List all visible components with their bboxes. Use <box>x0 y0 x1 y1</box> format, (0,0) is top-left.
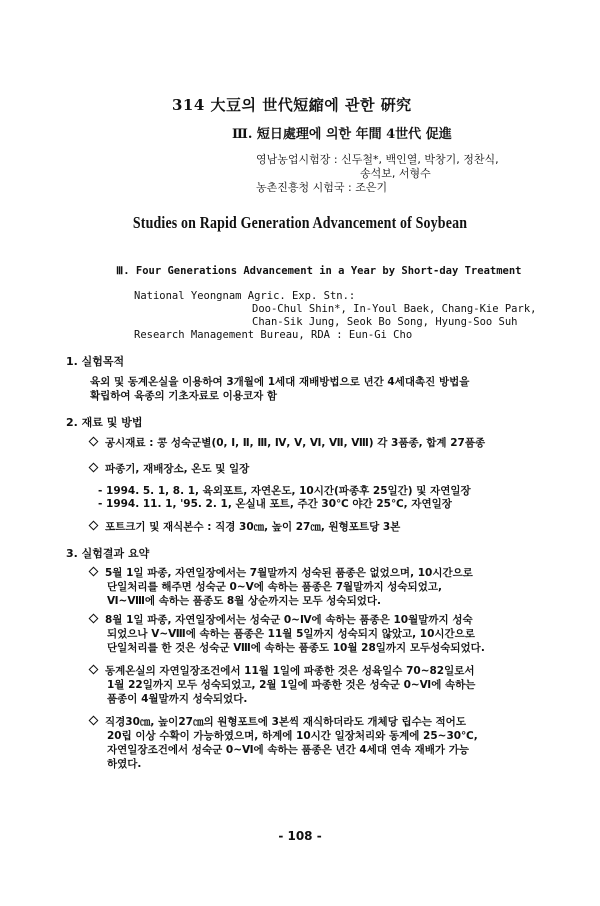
result-item <box>90 715 466 729</box>
result-line: 되었으나 Ⅴ~Ⅷ에 속하는 품종은 11월 5일까지 성숙되지 않았고, 10시간으로 <box>107 628 475 640</box>
bullet-item <box>90 436 485 450</box>
diamond-bullet-icon <box>89 716 99 726</box>
result-line: 8월 1일 파종, 자연일장에서는 성숙군 0~Ⅳ에 속하는 품종은 10월말까지 성숙 <box>105 614 473 626</box>
page-number: - 108 - <box>278 829 322 843</box>
result-line: 1월 22일까지 모두 성숙되었고, 2월 1일에 파종한 것은 성숙군 0~Ⅵ에 속하는 <box>107 679 476 691</box>
affiliation-line: 송석보, 서형수 <box>360 167 431 180</box>
english-author-line: Chan-Sik Jung, Seok Bo Song, Hyung-Soo Suh <box>252 316 518 328</box>
korean-subtitle: Ⅲ. 短日處理에 의한 年間 4世代 促進 <box>232 127 452 142</box>
result-item <box>90 613 473 627</box>
bullet-text: 공시재료 : 콩 성숙군별(0, Ⅰ, Ⅱ, Ⅲ, Ⅳ, Ⅴ, Ⅵ, Ⅶ, Ⅷ) 각 3품종, 합계 27품종 <box>105 437 486 449</box>
result-line: 단일처리를 해주면 성숙군 0~Ⅴ에 속하는 품종은 7월말까지 성숙되었고, <box>107 581 442 593</box>
affiliation-line: 농촌진흥청 시험국 : 조은기 <box>256 181 388 194</box>
result-line: 직경30㎝, 높이27㎝의 원형포트에 3본씩 재식하더라도 개체당 립수는 적어도 <box>105 716 466 728</box>
result-line: 단일처리를 한 것은 성숙군 Ⅷ에 속하는 품종도 10월 28일까지 모두성숙되었다. <box>107 642 485 654</box>
result-line: 자연일장조건에서 성숙군 0~Ⅵ에 속하는 품종은 년간 4세대 연속 재배가 가능 <box>107 744 469 756</box>
result-line: 20립 이상 수확이 가능하였으며, 하계에 10시간 일장처리와 동계에 25~30℃, <box>107 730 478 742</box>
english-author-line: National Yeongnam Agric. Exp. Stn.: <box>134 290 356 302</box>
schedule-line: - 1994. 11. 1, '95. 2. 1, 온실내 포트, 주간 30℃ 야간 25℃, 자연일장 <box>98 498 452 510</box>
english-subtitle: Ⅲ. Four Generations Advancement in a Year by Short-day Treatment <box>116 265 522 277</box>
paragraph-line: 확립하여 육종의 기초자료로 이용코자 함 <box>90 390 278 402</box>
section-heading: 2. 재료 및 방법 <box>66 416 143 429</box>
diamond-bullet-icon <box>89 614 99 624</box>
section-heading: 3. 실험결과 요약 <box>66 547 150 560</box>
english-author-line: Doo-Chul Shin*, In-Youl Baek, Chang-Kie Park, <box>252 303 537 315</box>
diamond-bullet-icon <box>89 567 99 577</box>
bullet-text: 파종기, 재배장소, 온도 및 일장 <box>105 463 250 475</box>
bullet-text: 포트크기 및 재식본수 : 직경 30㎝, 높이 27㎝, 원형포트당 3본 <box>105 521 401 533</box>
result-item <box>90 664 475 678</box>
bullet-item <box>90 520 400 534</box>
diamond-bullet-icon <box>89 437 99 447</box>
result-item <box>90 566 473 580</box>
diamond-bullet-icon <box>89 463 99 473</box>
diamond-bullet-icon <box>89 521 99 531</box>
paragraph-line: 육외 및 동계온실을 이용하여 3개월에 1세대 재배방법으로 년간 4세대촉진 방법을 <box>90 376 470 388</box>
diamond-bullet-icon <box>89 665 99 675</box>
english-title: Studies on Rapid Generation Advancement of Soybean <box>132 213 468 232</box>
result-line: 하였다. <box>107 758 142 770</box>
affiliation-line: 영남농업시험장 : 신두철*, 백인열, 박창기, 정찬식, <box>256 153 499 166</box>
result-line: 품종이 4월말까지 성숙되었다. <box>107 693 248 705</box>
korean-title: 314 大豆의 世代短縮에 관한 硏究 <box>172 96 412 114</box>
bullet-item <box>90 462 249 476</box>
result-line: 5월 1일 파종, 자연일장에서는 7월말까지 성숙된 품종은 없었으며, 10시간으로 <box>105 567 473 579</box>
section-heading: 1. 실험목적 <box>66 355 125 368</box>
result-line: Ⅵ~Ⅷ에 속하는 품종도 8월 상순까지는 모두 성숙되었다. <box>107 595 381 607</box>
english-author-line: Research Management Bureau, RDA : Eun-Gi Cho <box>134 329 413 341</box>
schedule-line: - 1994. 5. 1, 8. 1, 육외포트, 자연온도, 10시간(파종후 25일간) 및 자연일장 <box>98 485 471 497</box>
result-line: 동계온실의 자연일장조건에서 11월 1일에 파종한 것은 성육일수 70~82일로서 <box>105 665 475 677</box>
